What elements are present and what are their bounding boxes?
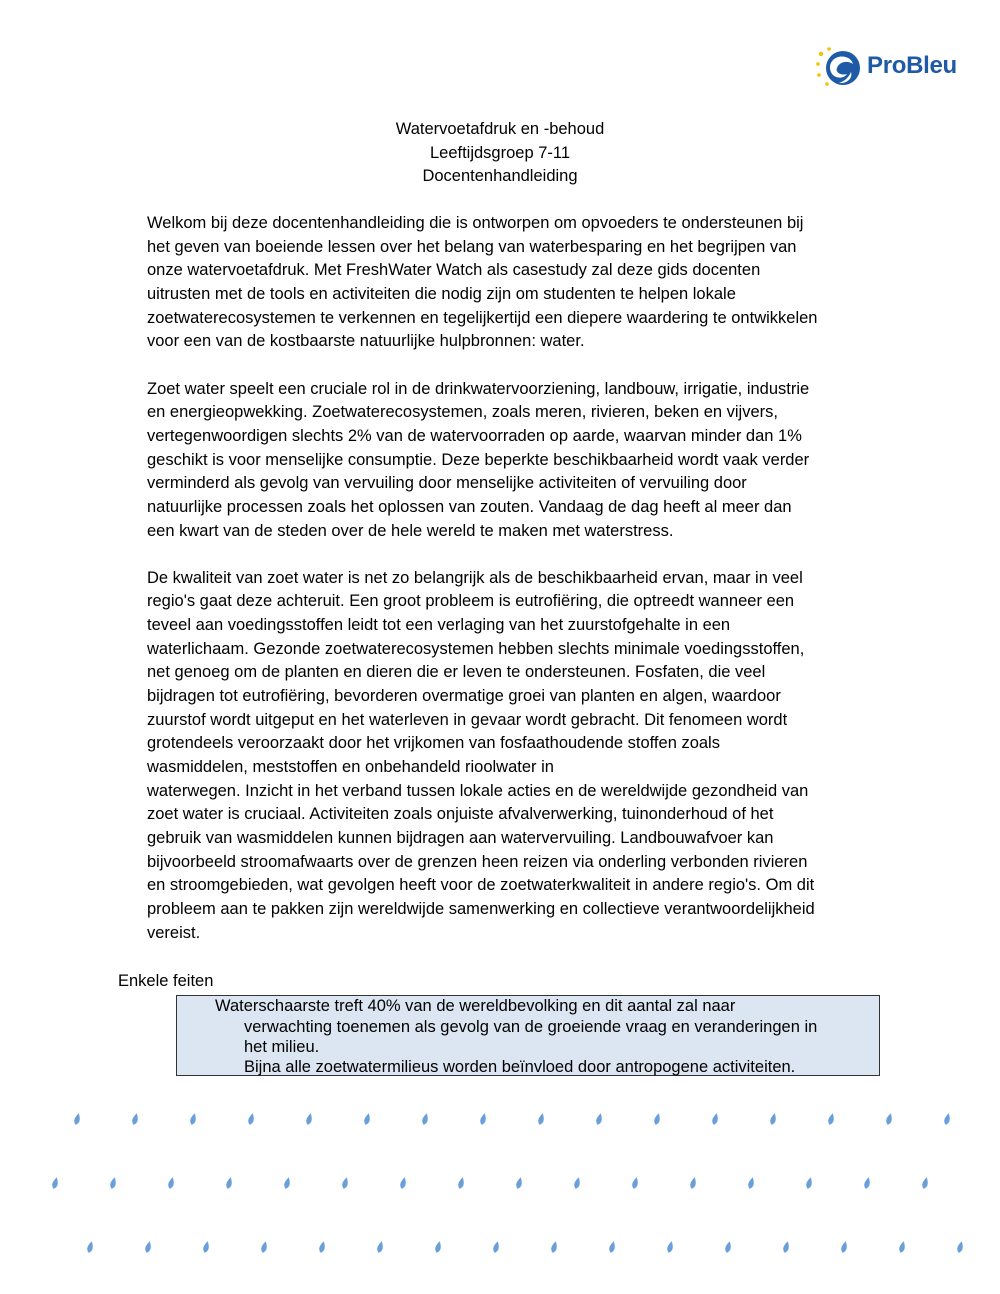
water-drop-icon [885,1113,893,1126]
water-drop-icon [305,1113,313,1126]
water-drop-icon [956,1241,964,1254]
water-drops-decoration [0,1100,1000,1270]
document-header [0,118,1000,189]
text-line: De kwaliteit van zoet water is net zo belangrijk als de beschikbaarheid ervan, maar in veel [147,568,803,587]
water-drop-icon [666,1241,674,1254]
water-drop-icon [457,1177,465,1190]
water-drop-icon [51,1177,59,1190]
water-drop-icon [747,1177,755,1190]
fact-line: het milieu. [244,1038,320,1056]
water-drop-icon [341,1177,349,1190]
water-drop-icon [711,1113,719,1126]
water-drop-icon [167,1177,175,1190]
text-line: en energieopwekking. Zoetwaterecosystemen, zoals meren, rivieren, beken en vijvers, [147,403,778,422]
water-drop-icon [943,1113,951,1126]
water-drop-icon [573,1177,581,1190]
text-line: het geven van boeiende lessen over het belang van waterbesparing en het begrijpen van [147,237,797,256]
water-drop-icon [399,1177,407,1190]
age-group: Leeftijdsgroep 7-11 [429,143,571,162]
water-drop-icon [515,1177,523,1190]
water-quality-paragraph [147,567,887,946]
document-type: Docentenhandleiding [422,167,578,185]
text-line: probleem aan te pakken zijn wereldwijde samenwerking en collectieve verantwoordelijkheid [147,900,815,918]
fact-line: verwachting toenemen als gevolg van de groeiende vraag en veranderingen in [244,1018,818,1036]
water-drop-icon [144,1241,152,1254]
text-line: wasmiddelen, meststoffen en onbehandeld rioolwater in [147,758,554,777]
water-drop-icon [363,1113,371,1126]
water-drop-icon [782,1241,790,1254]
water-drop-icon [827,1113,835,1126]
text-line: waterlichaam. Gezonde zoetwaterecosystemen hebben slechts minimale voedingsstoffen, [147,639,805,658]
water-drop-icon [898,1241,906,1254]
facts-box [176,995,880,1076]
text-line: net genoeg om de planten en dieren die er leven te ondersteunen. Fosfaten, die veel [147,663,766,682]
water-drop-icon [225,1177,233,1190]
facts-heading: Enkele feiten [118,972,214,990]
water-drop-icon [653,1113,661,1126]
fact-line: Waterschaarste treft 40% van de wereldbevolking en dit aantal zal naar [215,997,736,1015]
text-line: zuurstof wordt uitgeput en het waterleven in gevaar wordt gebracht. Dit fenomeen wordt [147,710,788,729]
water-drop-icon [595,1113,603,1126]
text-line: onze watervoetafdruk. Met FreshWater Watch als casestudy zal deze gids docenten [147,261,761,280]
water-drop-icon [492,1241,500,1254]
water-drop-icon [283,1177,291,1190]
water-drop-icon [318,1241,326,1254]
water-drop-icon [724,1241,732,1254]
text-line: verminderd als gevolg van vervuiling door menselijke activiteiten of vervuiling door [147,474,747,493]
water-drop-icon [376,1241,384,1254]
water-drop-icon [109,1177,117,1190]
water-drop-icon [434,1241,442,1254]
water-drop-icon [421,1113,429,1126]
text-line: bijvoorbeeld stroomafwaarts over de grenzen heen reizen via onderling verbonden rivieren [147,852,808,871]
water-drop-icon [479,1113,487,1126]
water-drop-icon [631,1177,639,1190]
water-drop-icon [769,1113,777,1126]
text-line: zoetwaterecosystemen te verkennen en tegelijkertijd een diepere waardering te ontwikkelen [147,308,818,327]
text-line: Welkom bij deze docentenhandleiding die is ontworpen om opvoeders te ondersteunen bij [147,214,804,232]
text-line: natuurlijke processen zoals het oplossen van zouten. Vandaag de dag heeft al meer dan [147,497,792,516]
water-drop-icon [689,1177,697,1190]
water-drop-icon [863,1177,871,1190]
text-line: en stroomgebieden, wat gevolgen heeft voor de zoetwaterkwaliteit in andere regio's. Om dit [147,876,815,895]
water-drop-icon [805,1177,813,1190]
text-line: zoet water is cruciaal. Activiteiten zoals onjuiste afvalverwerking, tuinonderhoud of het [147,805,774,824]
text-line: geschikt is voor menselijke consumptie. Deze beperkte beschikbaarheid wordt vaak verder [147,450,810,469]
probleu-logo-text: ProBleu [867,52,957,79]
document-title: Watervoetafdruk en -behoud [395,120,605,138]
text-line: Zoet water speelt een cruciale rol in de drinkwatervoorziening, landbouw, irrigatie, industrie [147,379,810,398]
text-line: gebruik van wasmiddelen kunnen bijdragen aan watervervuiling. Landbouwafvoer kan [147,829,774,848]
body-text [147,212,887,969]
water-drop-icon [202,1241,210,1254]
text-line: waterwegen. Inzicht in het verband tussen lokale acties en de wereldwijde gezondheid van [147,781,809,800]
text-line: een kwart van de steden over de hele wereld te maken met waterstress. [147,521,674,540]
text-line: regio's gaat deze achteruit. Een groot probleem is eutrofiëring, die optreedt wanneer een [147,592,795,611]
water-drop-icon [247,1113,255,1126]
water-drop-icon [189,1113,197,1126]
probleu-logo-mark [815,46,865,92]
text-line: uitrusten met de tools en activiteiten die nodig zijn om studenten te helpen lokale [147,284,736,303]
water-drop-icon [840,1241,848,1254]
water-drop-icon [537,1113,545,1126]
text-line: vertegenwoordigen slechts 2% van de watervoorraden op aarde, waarvan minder dan 1% [147,426,802,445]
fact-line: Bijna alle zoetwatermilieus worden beïnvloed door antropogene activiteiten. [244,1058,796,1076]
intro-paragraph [147,212,887,354]
text-line: bijdragen tot eutrofiëring, bevorderen overmatige groei van planten en algen, waardoor [147,687,781,706]
text-line: vereist. [147,923,201,942]
water-drop-icon [260,1241,268,1254]
water-drop-icon [86,1241,94,1254]
water-drop-icon [73,1113,81,1126]
text-line: voor een van de kostbaarste natuurlijke hulpbronnen: water. [147,332,585,351]
fresh-water-paragraph [147,378,887,544]
water-drop-icon [608,1241,616,1254]
water-drop-icon [131,1113,139,1126]
probleu-logo [815,46,965,92]
water-drop-icon [550,1241,558,1254]
text-line: grotendeels veroorzaakt door het vrijkomen van fosfaathoudende stoffen zoals [147,734,720,753]
water-drop-icon [921,1177,929,1190]
text-line: teveel aan voedingsstoffen leidt tot een verlaging van het zuurstofgehalte in een [147,616,731,635]
